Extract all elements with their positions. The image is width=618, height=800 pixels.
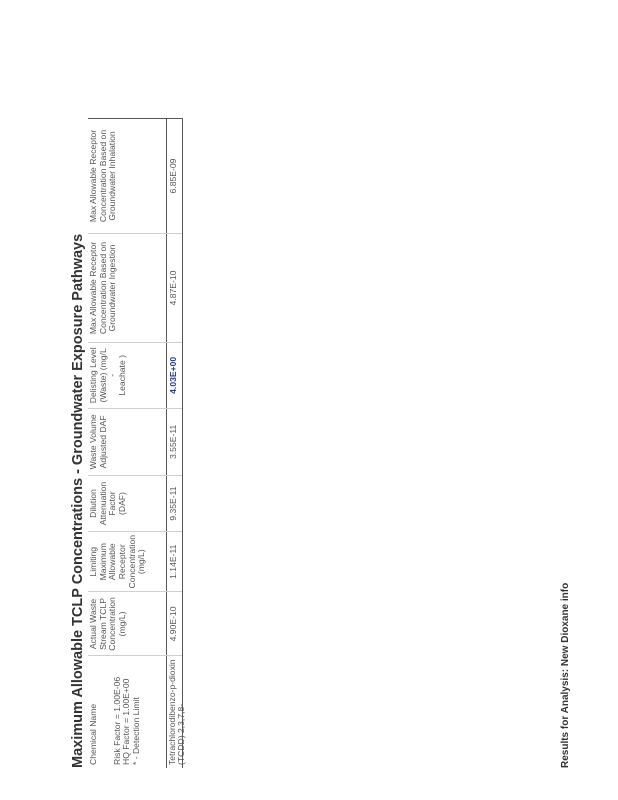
header-delisting-level bbox=[88, 343, 166, 409]
risk-factor-note: Risk Factor = 1.00E-06 bbox=[111, 676, 122, 765]
cell-chemical-name bbox=[166, 656, 187, 768]
header-line: (Waste) (mg/L - bbox=[97, 348, 118, 403]
header-line: Waste Volume bbox=[88, 414, 98, 470]
header-actual-concentration bbox=[88, 592, 166, 656]
header-line: (mg/L) bbox=[116, 611, 127, 637]
rotated-report bbox=[68, 118, 187, 768]
header-inhalation bbox=[88, 119, 166, 234]
cell-delisting-level: 4.03E+00 bbox=[166, 343, 182, 409]
cell-ingestion: 4.87E-10 bbox=[166, 233, 182, 342]
header-line: Delisting Level bbox=[88, 347, 98, 404]
header-line: (mg/L) bbox=[136, 549, 147, 575]
analysis-footer: Results for Analysis: New Dioxane info bbox=[560, 582, 571, 768]
header-adjusted-daf bbox=[88, 408, 166, 475]
header-line: Concentration Based on bbox=[97, 241, 108, 335]
header-line: Concentration bbox=[126, 534, 137, 589]
header-line: Attenuation bbox=[97, 481, 108, 526]
detection-limit-note: * - Detection Limit bbox=[130, 697, 141, 765]
header-line: Adjusted DAF bbox=[97, 415, 108, 469]
cell-actual-concentration: 4.90E-10 bbox=[166, 592, 182, 656]
header-line: Maximum bbox=[97, 543, 108, 581]
header-line: Max Allowable Receptor bbox=[88, 241, 98, 335]
header-line: Leachate ) bbox=[116, 355, 127, 396]
header-factors bbox=[113, 659, 142, 765]
header-line: Limiting bbox=[88, 546, 98, 577]
header-line: Concentration bbox=[107, 597, 118, 651]
header-ingestion bbox=[88, 233, 166, 342]
header-line: Receptor bbox=[116, 544, 127, 580]
header-line: Concentration Based on bbox=[97, 129, 108, 223]
header-line: Factor (DAF) bbox=[107, 491, 127, 516]
tclp-table bbox=[88, 118, 187, 768]
header-line: Actual Waste bbox=[88, 598, 98, 650]
header-line: Groundwater Ingestion bbox=[107, 244, 118, 332]
header-chemical-name bbox=[88, 656, 166, 768]
header-line: Chemical Name bbox=[88, 703, 98, 765]
header-limiting-concentration bbox=[88, 531, 166, 592]
header-row bbox=[88, 119, 166, 769]
header-line: Dilution bbox=[88, 489, 98, 518]
cell-inhalation: 6.85E-09 bbox=[166, 119, 182, 234]
header-line: Max Allowable Receptor bbox=[88, 129, 98, 223]
hq-factor-note: HQ Factor = 1.00E+00 bbox=[121, 678, 132, 765]
header-line: Groundwater Inhalation bbox=[107, 131, 118, 221]
header-line: Allowable bbox=[107, 543, 118, 581]
header-daf bbox=[88, 476, 166, 532]
chemical-name-line: (TCDD) 2,3,7,8- bbox=[176, 703, 187, 765]
table-row bbox=[166, 119, 182, 769]
cell-adjusted-daf: 3.55E-11 bbox=[166, 408, 182, 475]
page-title: Maximum Allowable TCLP Concentrations - Groundwater Exposure Pathways bbox=[70, 233, 86, 768]
chemical-name-line: Tetrachlorodibenzo-p-dioxin bbox=[166, 659, 177, 765]
cell-limiting-concentration: 1.14E-11 bbox=[166, 531, 182, 592]
cell-daf: 9.35E-11 bbox=[166, 476, 182, 532]
header-line: Stream TCLP bbox=[97, 598, 108, 650]
